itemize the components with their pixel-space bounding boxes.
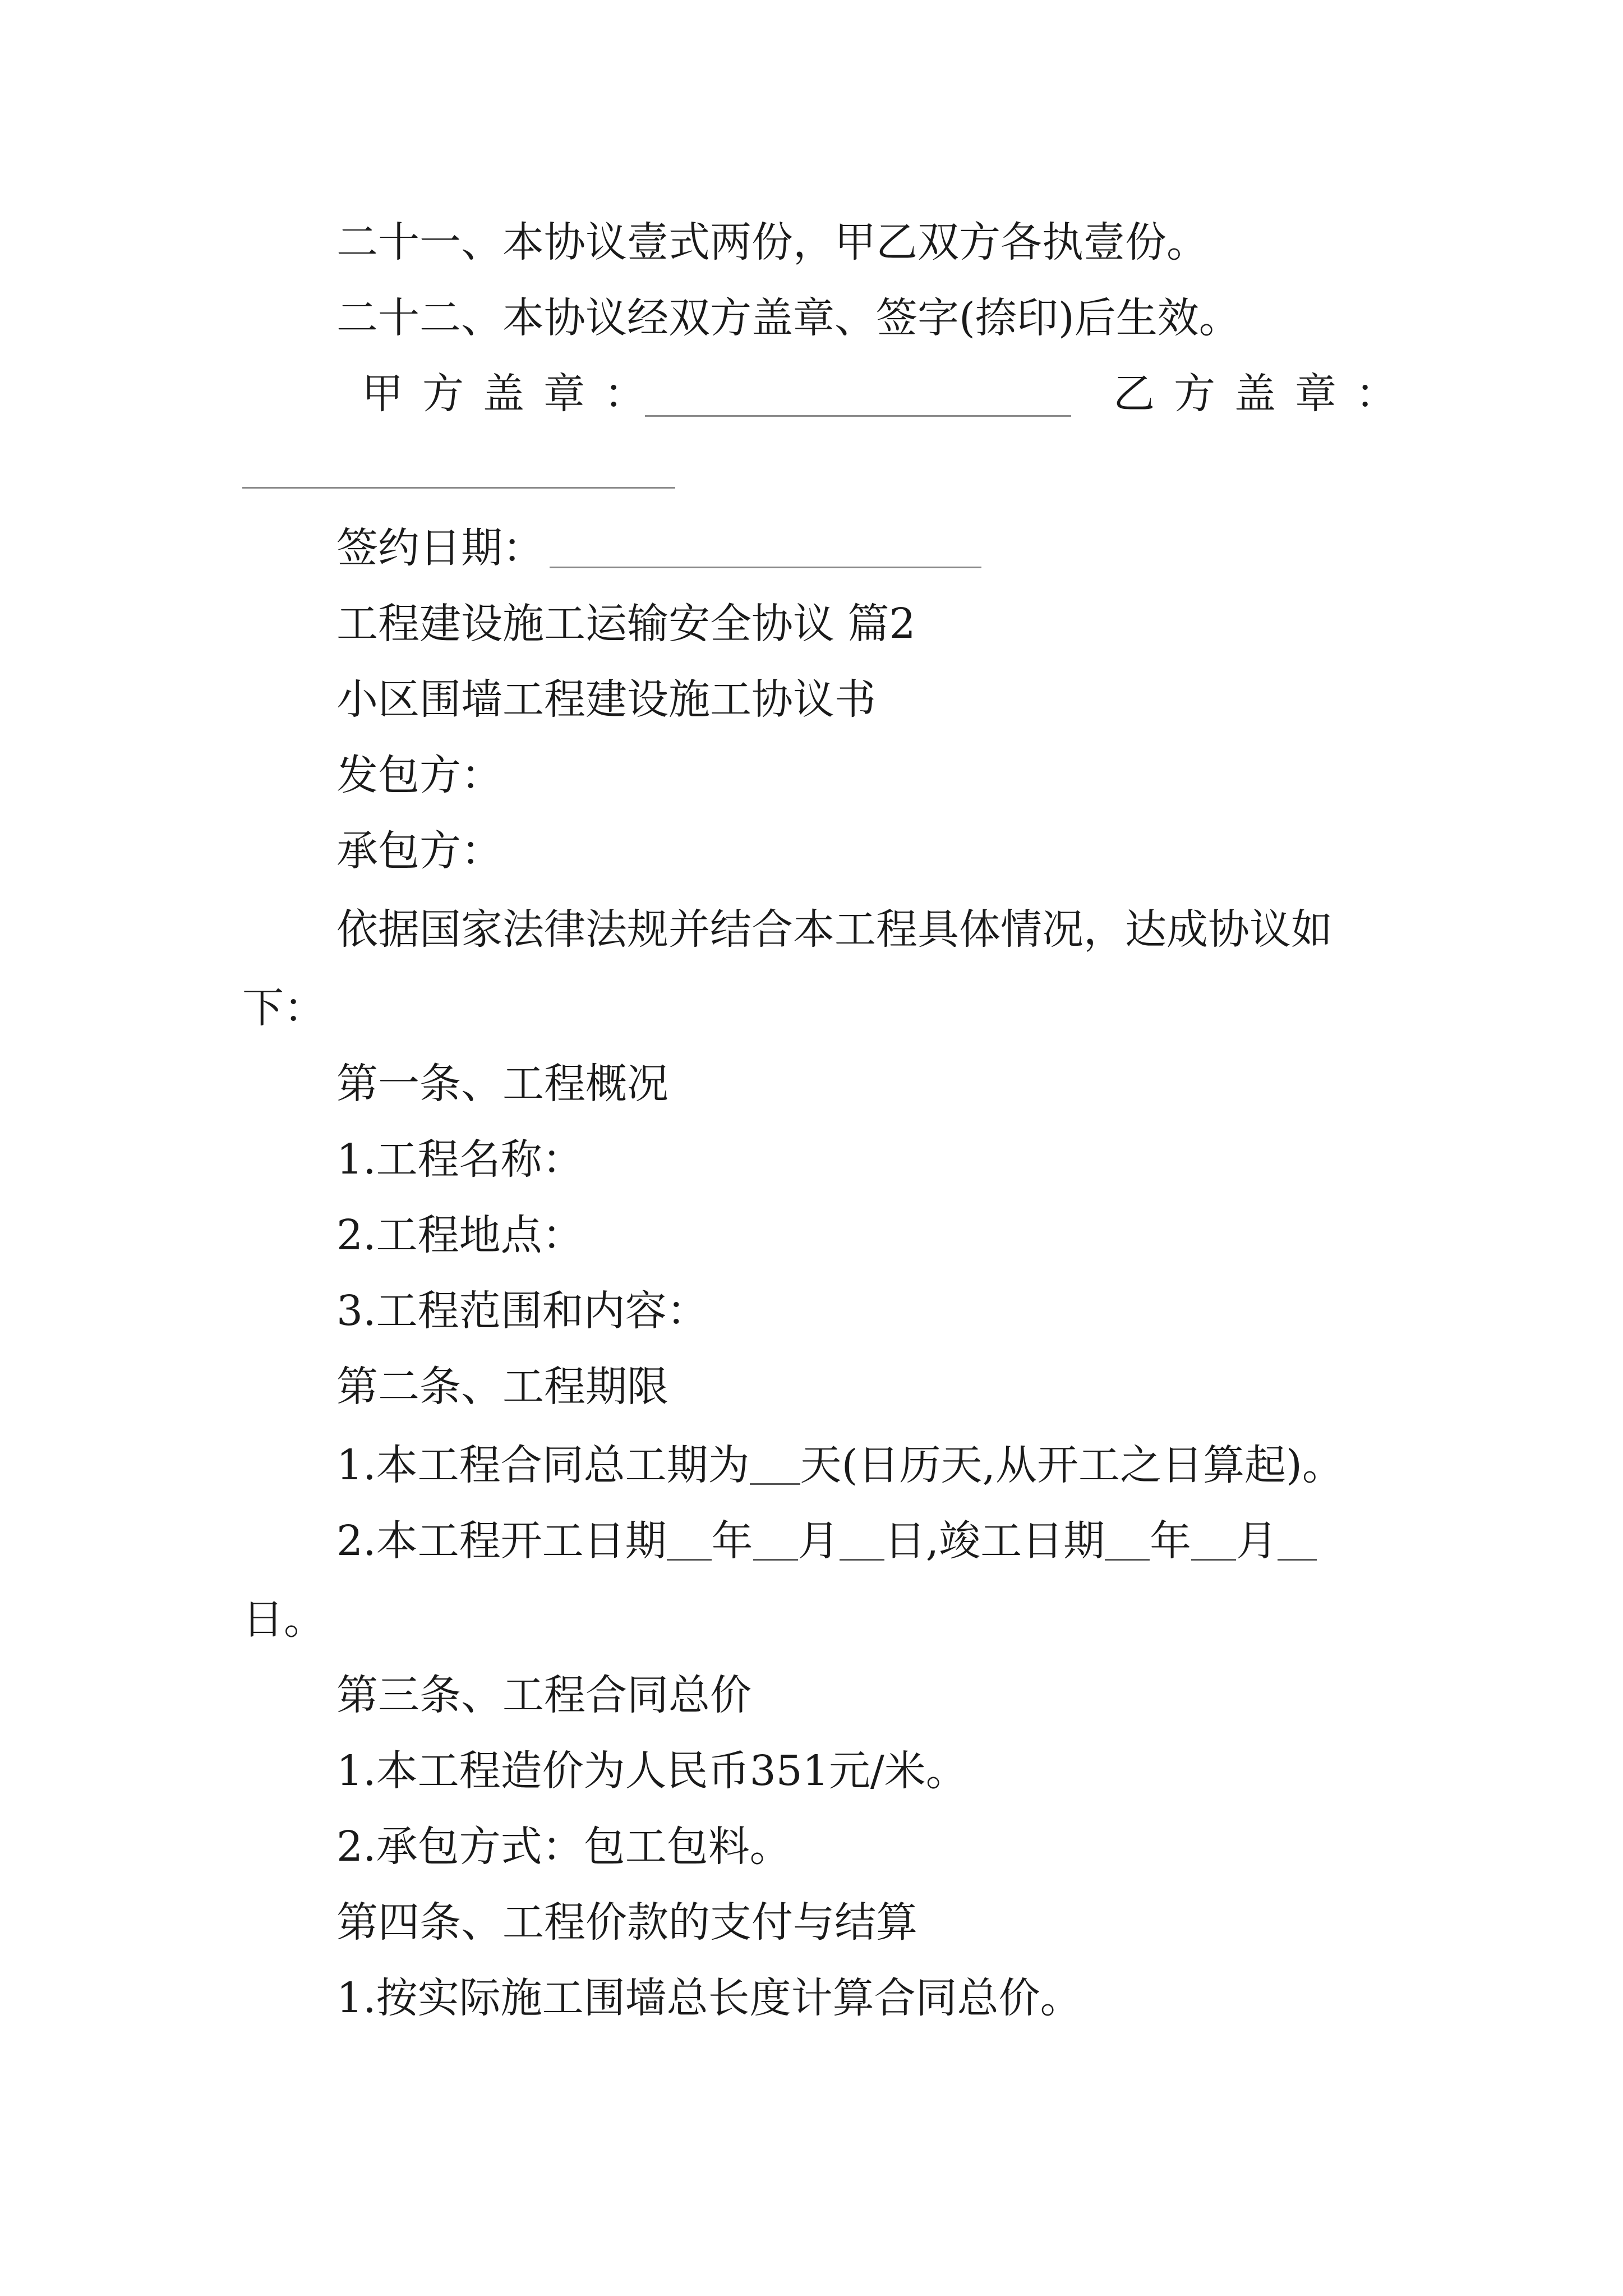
section-heading: 工程建设施工运输安全协议 篇2 — [336, 600, 916, 648]
end-month-blank — [1191, 1559, 1236, 1561]
clause-21: 二十一、本协议壹式两份，甲乙双方各执壹份。 — [336, 218, 1208, 266]
start-day-blank — [840, 1559, 884, 1561]
article-4-item-1: 1.按实际施工围墙总长度计算合同总价。 — [336, 1974, 1082, 2022]
article-2-item-1-part-2: 天(日历天,从开工之日算起)。 — [800, 1441, 1344, 1489]
employer-label: 发包方： — [336, 751, 502, 799]
article-3-item-2: 2.承包方式：包工包料。 — [336, 1823, 791, 1871]
start-month-blank — [753, 1559, 798, 1561]
article-3-heading: 第三条、工程合同总价 — [336, 1671, 751, 1719]
year-label-2: 年 — [1150, 1517, 1192, 1565]
article-2-item-2 — [336, 1517, 1317, 1565]
start-year-blank — [667, 1559, 712, 1561]
agreement-title: 小区围墙工程建设施工协议书 — [336, 675, 876, 724]
article-1-item-3: 3.工程范围和内容： — [336, 1287, 708, 1335]
signing-date-label: 签约日期： — [336, 524, 544, 572]
day-completion-label: 日,竣工日期 — [884, 1517, 1105, 1565]
article-1-heading: 第一条、工程概况 — [336, 1060, 668, 1108]
article-2-item-1 — [336, 1441, 1344, 1489]
article-1-item-1: 1.工程名称： — [336, 1135, 584, 1184]
preamble-line-2: 下： — [242, 984, 325, 1032]
party-a-seal-blank — [645, 415, 1071, 417]
preamble-line-1: 依据国家法律法规并结合本工程具体情况，达成协议如 — [336, 905, 1332, 954]
party-b-seal-label: 乙方盖章： — [1113, 370, 1416, 418]
party-a-seal-label: 甲方盖章： — [362, 370, 665, 418]
duration-blank — [750, 1483, 800, 1485]
signing-date-blank — [550, 567, 981, 568]
article-2-item-1-part-1: 1.本工程合同总工期为 — [336, 1441, 750, 1489]
end-year-blank — [1105, 1559, 1150, 1561]
article-3-item-1: 1.本工程造价为人民币351元/米。 — [336, 1747, 967, 1795]
month-label: 月 — [797, 1517, 840, 1565]
article-4-heading: 第四条、工程价款的支付与结算 — [336, 1898, 917, 1947]
month-label-2: 月 — [1236, 1517, 1278, 1565]
article-2-item-2-part-1: 2.本工程开工日期 — [336, 1517, 667, 1565]
article-2-item-2-end: 日。 — [242, 1595, 325, 1644]
article-2-heading: 第二条、工程期限 — [336, 1363, 668, 1411]
end-day-blank — [1278, 1559, 1317, 1561]
party-b-seal-blank — [242, 487, 675, 489]
contractor-label: 承包方： — [336, 827, 502, 875]
article-1-item-2: 2.工程地点： — [336, 1211, 584, 1259]
year-label: 年 — [711, 1517, 753, 1565]
clause-22: 二十二、本协议经双方盖章、签字(捺印)后生效。 — [336, 294, 1241, 342]
